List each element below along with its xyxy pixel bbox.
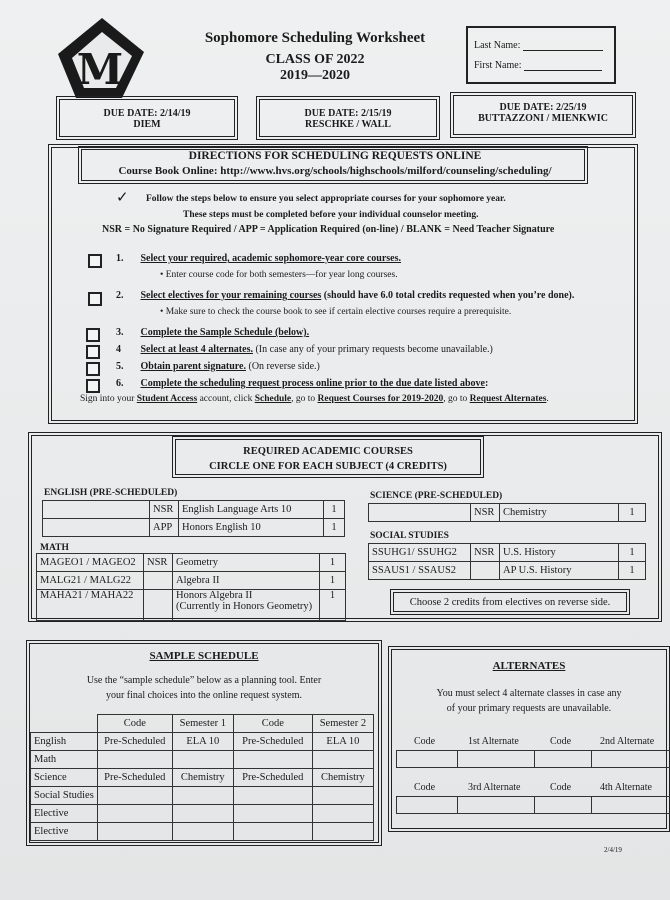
course-code: [43, 519, 150, 537]
schedule-cell[interactable]: [312, 805, 373, 823]
course-code[interactable]: SSUHG1/ SSUHG2: [369, 544, 471, 562]
column-header: Semester 2: [312, 715, 373, 733]
step-number: 2.: [116, 290, 124, 301]
course-name[interactable]: Geometry: [173, 554, 320, 572]
alt-1-course-input[interactable]: [457, 751, 534, 767]
step-text: Complete the Sample Schedule (below).: [140, 327, 310, 338]
schedule-link: Schedule: [254, 394, 292, 404]
due-date: DUE DATE: 2/15/19: [304, 108, 392, 119]
table-row: [31, 733, 374, 751]
schedule-cell[interactable]: [172, 751, 233, 769]
due-date-box-2: [256, 96, 440, 140]
table-row: [43, 519, 345, 537]
step-number: 3.: [116, 327, 124, 338]
course-code: [369, 504, 471, 522]
sample-desc-2: your final choices into the online request system.: [105, 690, 303, 701]
subject-label: Elective: [31, 823, 98, 841]
credits: 1: [320, 590, 346, 621]
alt-code-label: Code: [550, 736, 572, 747]
schedule-cell[interactable]: Pre-Scheduled: [233, 769, 312, 787]
step-extra: (In case any of your primary requests become unavailable.): [252, 344, 493, 355]
alt-label: 1st Alternate: [468, 736, 519, 747]
due-date: DUE DATE: 2/14/19: [103, 108, 191, 119]
signature-type: NSR: [144, 554, 173, 572]
last-name-label: Last Name:: [474, 40, 521, 51]
course-name[interactable]: English Language Arts 10: [179, 501, 324, 519]
schedule-cell[interactable]: [172, 823, 233, 841]
sign-in-instructions: Sign into your Student Access account, click Schedule, go to Request Courses for 2019-2020, go to Request Alternates.: [80, 394, 549, 404]
first-name-label: First Name:: [474, 60, 522, 71]
credits: 1: [324, 501, 345, 519]
intro-line-2: These steps must be completed before your individual counselor meeting.: [183, 210, 479, 220]
course-code[interactable]: MAGEO1 / MAGEO2: [37, 554, 144, 572]
alt-code-label: Code: [550, 782, 572, 793]
course-title: Honors Algebra II: [176, 590, 253, 601]
student-access-link: Student Access: [136, 394, 198, 404]
required-header: [172, 436, 484, 478]
alt-code-label: Code: [414, 736, 436, 747]
schedule-cell[interactable]: [172, 787, 233, 805]
schedule-cell[interactable]: [97, 787, 172, 805]
step-4: [116, 344, 493, 355]
checkmark-icon: ✓: [116, 190, 129, 206]
course-code: [43, 501, 150, 519]
step-1-checkbox[interactable]: [88, 254, 102, 268]
subject-label: Science: [31, 769, 98, 787]
step-3-checkbox[interactable]: [86, 328, 100, 342]
first-name-field[interactable]: [524, 60, 602, 71]
request-courses-link: Request Courses for 2019-2020: [317, 394, 444, 404]
course-name[interactable]: Honors English 10: [179, 519, 324, 537]
table-row: [31, 823, 374, 841]
alternates-row-1-inputs: [396, 750, 670, 768]
schedule-cell[interactable]: ELA 10: [312, 733, 373, 751]
schedule-cell[interactable]: [97, 823, 172, 841]
table-row: [37, 590, 346, 621]
alt-2-course-input[interactable]: [591, 751, 670, 767]
class-of: CLASS OF 2022: [265, 52, 365, 67]
due-date-box-1: [56, 96, 238, 140]
column-header: Code: [233, 715, 312, 733]
course-code[interactable]: MALG21 / MALG22: [37, 572, 144, 590]
sample-schedule-title: SAMPLE SCHEDULE: [149, 650, 259, 662]
course-name[interactable]: Chemistry: [500, 504, 619, 522]
required-subtitle: CIRCLE ONE FOR EACH SUBJECT (4 CREDITS): [209, 461, 447, 472]
alt-label: 3rd Alternate: [468, 782, 521, 793]
schedule-cell[interactable]: Pre-Scheduled: [233, 733, 312, 751]
step-extra: :: [484, 378, 489, 389]
due-date: DUE DATE: 2/25/19: [499, 102, 587, 113]
course-name[interactable]: U.S. History: [500, 544, 619, 562]
school-logo: [52, 14, 148, 100]
credits: 1: [619, 544, 646, 562]
schedule-cell[interactable]: Pre-Scheduled: [97, 733, 172, 751]
intro-line-1: Follow the steps below to ensure you select appropriate courses for your sophomore year.: [146, 194, 506, 204]
step-5: [116, 361, 320, 372]
course-note: (Currently in Honors Geometry): [176, 601, 313, 612]
course-name[interactable]: Algebra II: [173, 572, 320, 590]
alternates-row-2-inputs: [396, 796, 670, 814]
schedule-cell[interactable]: [233, 823, 312, 841]
signature-type: [144, 572, 173, 590]
step-text: Select at least 4 alternates.: [140, 344, 253, 355]
school-year: 2019—2020: [280, 68, 350, 83]
table-row: [43, 501, 345, 519]
step-text: Complete the scheduling request process online prior to the due date listed above: [140, 378, 485, 389]
subject-label: Elective: [31, 805, 98, 823]
table-row: [37, 572, 346, 590]
step-1: [116, 253, 401, 264]
alternates-desc-1: You must select 4 alternate classes in case any: [436, 688, 622, 699]
table-row: [31, 787, 374, 805]
english-table: [42, 500, 345, 537]
english-label: ENGLISH (PRE-SCHEDULED): [44, 488, 178, 498]
schedule-cell[interactable]: [97, 751, 172, 769]
table-row: [37, 554, 346, 572]
schedule-cell[interactable]: Chemistry: [172, 769, 233, 787]
column-header: Semester 1: [172, 715, 233, 733]
alt-3-code-input[interactable]: [396, 797, 457, 813]
step-2: [116, 290, 574, 301]
signature-legend: NSR = No Signature Required / APP = Application Required (on-line) / BLANK = Need Teacher Signature: [102, 224, 555, 235]
bullet-2: • Make sure to check the course book to see if certain elective courses require a prerequisite.: [160, 307, 512, 317]
schedule-cell[interactable]: [233, 751, 312, 769]
step-6: [116, 378, 488, 389]
alt-1-code-input[interactable]: [396, 751, 457, 767]
credits: 1: [320, 554, 346, 572]
directions-title: DIRECTIONS FOR SCHEDULING REQUESTS ONLINE: [188, 150, 482, 162]
step-text: Select electives for your remaining courses: [140, 290, 322, 301]
credits: 1: [619, 562, 646, 580]
signature-type: [471, 562, 500, 580]
electives-note: Choose 2 credits from electives on reverse side.: [390, 589, 630, 615]
step-extra: (should have 6.0 total credits requested when you’re done).: [321, 290, 575, 301]
last-name-field[interactable]: [523, 40, 603, 51]
step-5-checkbox[interactable]: [86, 362, 100, 376]
schedule-cell[interactable]: [172, 805, 233, 823]
science-table: [368, 503, 646, 522]
schedule-cell[interactable]: Pre-Scheduled: [97, 769, 172, 787]
schedule-cell[interactable]: [312, 751, 373, 769]
required-title: REQUIRED ACADEMIC COURSES: [243, 446, 413, 457]
schedule-cell[interactable]: [233, 805, 312, 823]
course-code[interactable]: SSAUS1 / SSAUS2: [369, 562, 471, 580]
step-text: Select your required, academic sophomore-year core courses.: [140, 253, 402, 264]
step-number: 5.: [116, 361, 124, 372]
alternates-desc-2: of your primary requests are unavailable.: [446, 703, 612, 714]
column-header: Code: [97, 715, 172, 733]
alt-label: 2nd Alternate: [600, 736, 655, 747]
alt-4-course-input[interactable]: [591, 797, 670, 813]
credits: 1: [324, 519, 345, 537]
step-text: Obtain parent signature.: [140, 361, 246, 372]
step-number: 6.: [116, 378, 124, 389]
science-label: SCIENCE (PRE-SCHEDULED): [370, 491, 503, 501]
schedule-cell[interactable]: ELA 10: [172, 733, 233, 751]
math-label: MATH: [40, 543, 69, 553]
table-row: [369, 504, 646, 522]
course-book-link[interactable]: Course Book Online: http://www.hvs.org/schools/highschools/milford/counseling/scheduling/: [118, 165, 552, 177]
step-number: 1.: [116, 253, 124, 264]
due-teacher: BUTTAZZONI / MIENKWIC: [478, 113, 608, 124]
signature-type: NSR: [471, 544, 500, 562]
alternates-title: ALTERNATES: [492, 660, 566, 672]
table-row: [31, 805, 374, 823]
logo-letter: M: [76, 45, 124, 94]
schedule-cell[interactable]: [312, 787, 373, 805]
bullet-1: • Enter course code for both semesters—for year long courses.: [160, 270, 398, 280]
schedule-cell[interactable]: [233, 787, 312, 805]
table-row: [369, 544, 646, 562]
step-4-checkbox[interactable]: [86, 345, 100, 359]
signature-type: [144, 590, 173, 621]
step-3: [116, 327, 309, 338]
table-row: [31, 769, 374, 787]
credits: 1: [320, 572, 346, 590]
course-name[interactable]: AP U.S. History: [500, 562, 619, 580]
footer-date: 2/4/19: [604, 846, 622, 854]
table-header-row: [31, 715, 374, 733]
step-2-checkbox[interactable]: [88, 292, 102, 306]
page-title: Sophomore Scheduling Worksheet: [204, 30, 426, 46]
request-alternates-link: Request Alternates: [469, 394, 547, 404]
social-studies-table: [368, 543, 646, 580]
name-box: [466, 26, 616, 84]
sample-desc-1: Use the “sample schedule” below as a planning tool. Enter: [86, 675, 322, 686]
alt-4-code-input[interactable]: [534, 797, 591, 813]
schedule-cell[interactable]: Chemistry: [312, 769, 373, 787]
signature-type: NSR: [471, 504, 500, 522]
due-date-box-3: [450, 92, 636, 138]
math-table: [36, 553, 346, 621]
course-name[interactable]: [173, 590, 320, 621]
credits: 1: [619, 504, 646, 522]
schedule-cell[interactable]: [97, 805, 172, 823]
step-number: 4: [116, 344, 121, 355]
alt-3-course-input[interactable]: [457, 797, 534, 813]
due-teacher: RESCHKE / WALL: [305, 119, 391, 130]
sample-schedule-table: [30, 714, 374, 841]
due-teacher: DIEM: [133, 119, 161, 130]
table-row: [31, 751, 374, 769]
course-code[interactable]: MAHA21 / MAHA22: [37, 590, 144, 621]
schedule-cell[interactable]: [312, 823, 373, 841]
alt-2-code-input[interactable]: [534, 751, 591, 767]
subject-label: Math: [31, 751, 98, 769]
step-6-checkbox[interactable]: [86, 379, 100, 393]
subject-label: Social Studies: [31, 787, 98, 805]
social-studies-label: SOCIAL STUDIES: [370, 531, 449, 541]
step-extra: (On reverse side.): [245, 361, 320, 372]
alt-label: 4th Alternate: [600, 782, 652, 793]
table-row: [369, 562, 646, 580]
alt-code-label: Code: [414, 782, 436, 793]
subject-label: English: [31, 733, 98, 751]
signature-type: APP: [150, 519, 179, 537]
signature-type: NSR: [150, 501, 179, 519]
